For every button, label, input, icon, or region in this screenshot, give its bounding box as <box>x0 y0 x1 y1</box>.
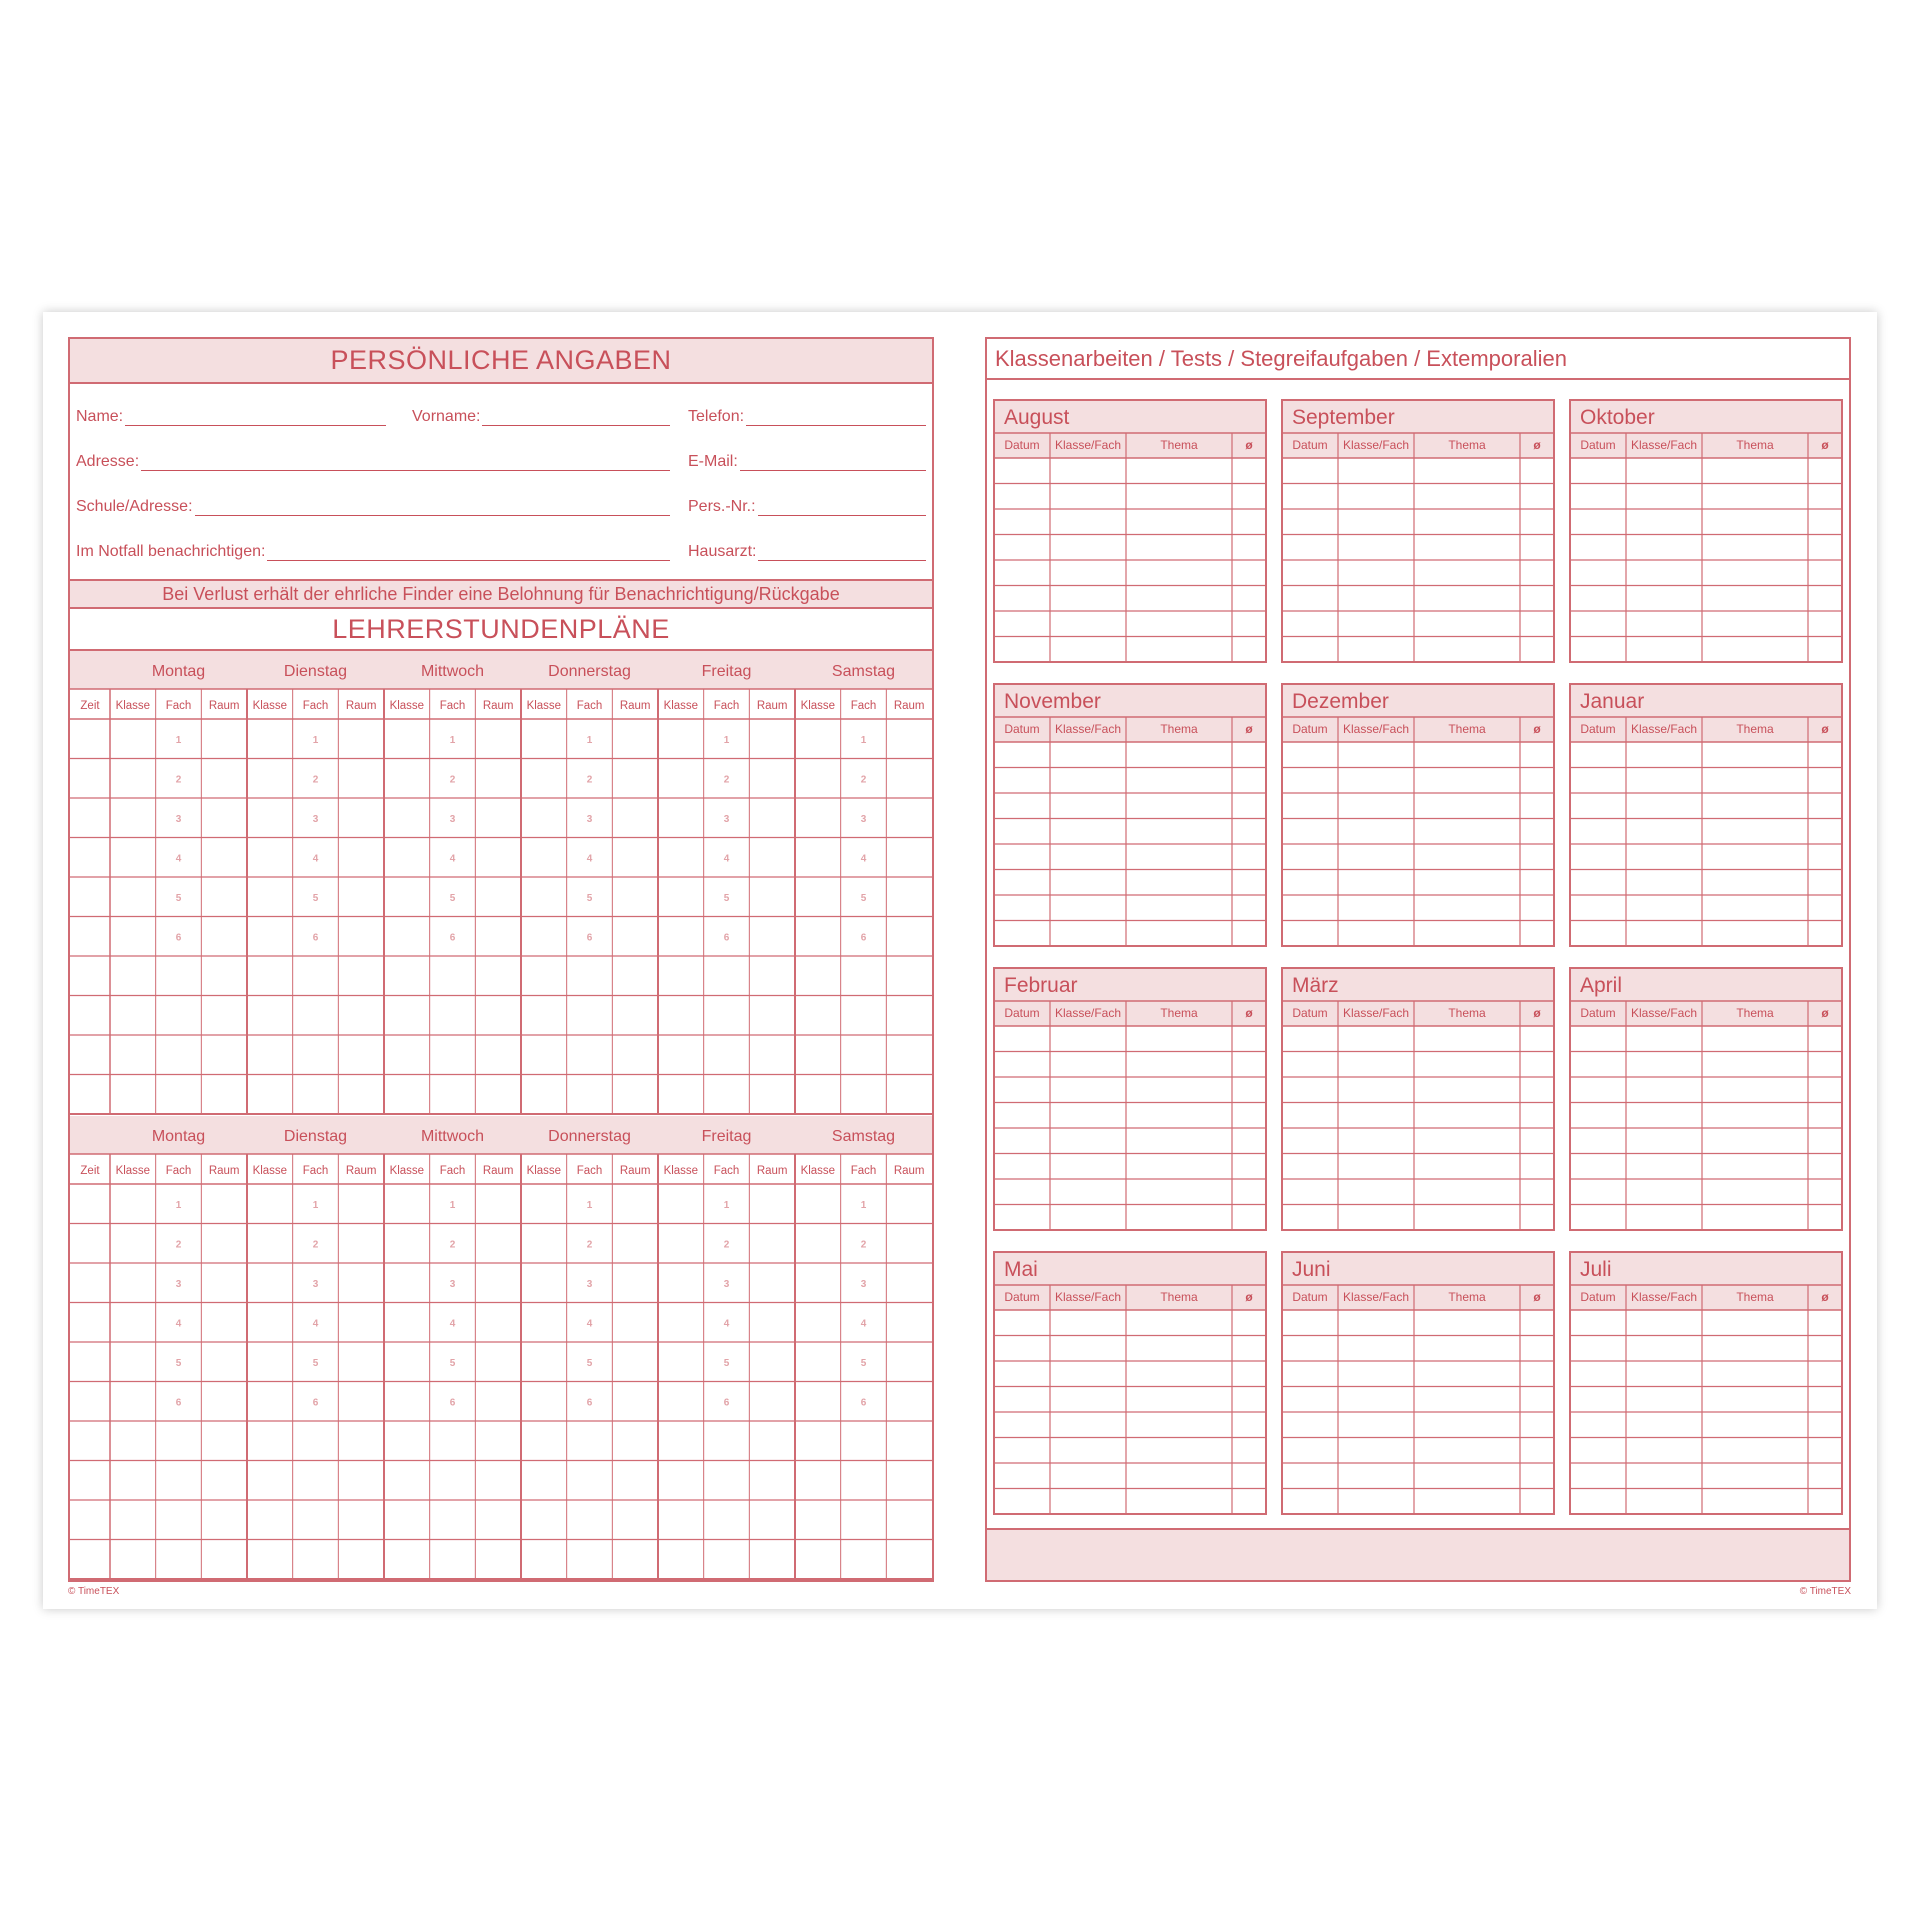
day-label: Montag <box>151 663 206 680</box>
period-number: 3 <box>586 1278 593 1290</box>
period-number: 4 <box>860 853 867 865</box>
column-label: Fach <box>850 1165 877 1177</box>
column-label: Fach <box>302 700 329 712</box>
period-number: 6 <box>860 1397 867 1409</box>
copyright-left: © TimeTEX <box>68 1586 120 1597</box>
month-box-September <box>1282 400 1554 662</box>
period-number: 4 <box>723 853 730 865</box>
period-number: 6 <box>175 1397 182 1409</box>
period-number: 2 <box>723 774 730 786</box>
column-label: Zeit <box>80 700 100 712</box>
column-label: Datum <box>1004 722 1040 736</box>
period-number: 2 <box>449 1239 456 1251</box>
column-label: ø <box>1821 722 1829 736</box>
schule-field[interactable] <box>76 498 670 516</box>
column-label: Raum <box>208 700 240 712</box>
column-label: ø <box>1821 438 1829 452</box>
column-label: Raum <box>482 1165 514 1177</box>
column-label: Fach <box>713 700 740 712</box>
column-label: Thema <box>1160 722 1198 736</box>
column-label: Thema <box>1160 1290 1198 1304</box>
personal-form <box>70 384 932 581</box>
column-label: Raum <box>756 1165 788 1177</box>
month-name: Juni <box>1292 1258 1331 1281</box>
column-label: Thema <box>1448 1290 1486 1304</box>
period-number: 5 <box>175 1357 182 1369</box>
period-number: 2 <box>586 1239 593 1251</box>
column-label: ø <box>1821 1290 1829 1304</box>
name-field[interactable] <box>76 408 386 426</box>
day-label: Samstag <box>831 663 896 680</box>
period-number: 5 <box>860 892 867 904</box>
period-number: 4 <box>723 1318 730 1330</box>
column-label: Klasse <box>389 700 425 712</box>
period-number: 1 <box>723 734 730 746</box>
column-label: Datum <box>1004 438 1040 452</box>
column-label: Thema <box>1736 1006 1774 1020</box>
timetable-block-2 <box>70 1116 932 1579</box>
column-label: Thema <box>1736 1290 1774 1304</box>
day-label: Freitag <box>701 1128 752 1145</box>
period-number: 1 <box>175 1199 182 1211</box>
month-name: März <box>1292 974 1339 997</box>
timetable-block-1 <box>70 651 932 1114</box>
column-label: Klasse/Fach <box>1342 1290 1410 1304</box>
month-box-August <box>994 400 1266 662</box>
right-page <box>985 337 1851 1582</box>
period-number: 1 <box>723 1199 730 1211</box>
period-number: 5 <box>175 892 182 904</box>
day-label: Mittwoch <box>420 1128 485 1145</box>
column-label: Raum <box>345 1165 377 1177</box>
period-number: 3 <box>312 813 319 825</box>
month-box-Oktober <box>1570 400 1842 662</box>
column-label: Thema <box>1448 1006 1486 1020</box>
column-label: Klasse <box>663 700 699 712</box>
column-label: ø <box>1533 722 1541 736</box>
column-label: Raum <box>482 700 514 712</box>
month-name: April <box>1580 974 1623 997</box>
adresse-field[interactable] <box>76 453 670 471</box>
period-number: 3 <box>723 813 730 825</box>
period-number: 6 <box>449 932 456 944</box>
column-label: Klasse <box>663 1165 699 1177</box>
period-number: 2 <box>723 1239 730 1251</box>
email-label: E-Mail: <box>688 453 738 470</box>
period-number: 6 <box>312 1397 319 1409</box>
column-label: Klasse <box>115 700 151 712</box>
hausarzt-field[interactable] <box>688 543 926 561</box>
schule-label: Schule/Adresse: <box>76 498 193 515</box>
column-label: Raum <box>619 700 651 712</box>
column-label: Klasse <box>526 1165 562 1177</box>
column-label: Raum <box>619 1165 651 1177</box>
column-label: Klasse <box>252 700 288 712</box>
period-number: 6 <box>449 1397 456 1409</box>
column-label: Klasse/Fach <box>1342 438 1410 452</box>
column-label: Klasse <box>526 700 562 712</box>
month-box-November <box>994 684 1266 946</box>
left-page <box>68 337 934 1582</box>
tests-title: Klassenarbeiten / Tests / Stegreifaufgaben / Extemporalien <box>987 339 1849 380</box>
month-box-Mai <box>994 1252 1266 1514</box>
day-label: Donnerstag <box>548 1128 631 1145</box>
period-number: 4 <box>312 853 319 865</box>
column-label: Klasse/Fach <box>1342 1006 1410 1020</box>
period-number: 5 <box>860 1357 867 1369</box>
month-name: Dezember <box>1292 690 1389 713</box>
column-label: Klasse/Fach <box>1630 722 1698 736</box>
column-label: ø <box>1245 1290 1253 1304</box>
column-label: Thema <box>1448 722 1486 736</box>
period-number: 4 <box>175 1318 182 1330</box>
month-box-Dezember <box>1282 684 1554 946</box>
column-label: Thema <box>1160 438 1198 452</box>
column-label: Datum <box>1580 1006 1616 1020</box>
period-number: 4 <box>586 853 593 865</box>
column-label: Klasse <box>115 1165 151 1177</box>
column-label: Klasse/Fach <box>1630 1006 1698 1020</box>
persnr-field[interactable] <box>688 498 926 516</box>
column-label: Klasse/Fach <box>1054 1290 1122 1304</box>
period-number: 1 <box>312 734 319 746</box>
period-number: 1 <box>312 1199 319 1211</box>
day-label: Dienstag <box>283 1128 348 1145</box>
period-number: 3 <box>175 813 182 825</box>
period-number: 3 <box>449 813 456 825</box>
column-label: Zeit <box>80 1165 100 1177</box>
vorname-label: Vorname: <box>412 408 481 425</box>
column-label: ø <box>1245 438 1253 452</box>
column-label: Datum <box>1292 722 1328 736</box>
lost-notice: Bei Verlust erhält der ehrliche Finder eine Belohnung für Benachrichtigung/Rückgabe <box>70 581 932 609</box>
column-label: Fach <box>439 1165 466 1177</box>
period-number: 5 <box>723 1357 730 1369</box>
column-label: Raum <box>208 1165 240 1177</box>
column-label: Datum <box>1580 722 1616 736</box>
column-label: Fach <box>165 700 192 712</box>
column-label: Klasse/Fach <box>1630 438 1698 452</box>
column-label: Datum <box>1292 438 1328 452</box>
period-number: 4 <box>449 1318 456 1330</box>
column-label: Fach <box>439 700 466 712</box>
period-number: 4 <box>586 1318 593 1330</box>
column-label: Thema <box>1160 1006 1198 1020</box>
day-label: Samstag <box>831 1128 896 1145</box>
column-label: Fach <box>713 1165 740 1177</box>
period-number: 3 <box>449 1278 456 1290</box>
period-number: 3 <box>860 813 867 825</box>
column-label: Datum <box>1004 1006 1040 1020</box>
column-label: Thema <box>1736 438 1774 452</box>
period-number: 5 <box>312 892 319 904</box>
adresse-label: Adresse: <box>76 453 140 470</box>
period-number: 5 <box>312 1357 319 1369</box>
period-number: 5 <box>723 892 730 904</box>
column-label: Datum <box>1292 1290 1328 1304</box>
column-label: ø <box>1533 1290 1541 1304</box>
column-label: Datum <box>1004 1290 1040 1304</box>
month-box-Februar <box>994 968 1266 1230</box>
notfall-label: Im Notfall benachrichtigen: <box>76 543 266 560</box>
month-name: Juli <box>1580 1258 1612 1281</box>
period-number: 4 <box>449 853 456 865</box>
period-number: 6 <box>723 932 730 944</box>
column-label: Thema <box>1448 438 1486 452</box>
persnr-label: Pers.-Nr.: <box>688 498 756 515</box>
month-box-Juni <box>1282 1252 1554 1514</box>
period-number: 3 <box>175 1278 182 1290</box>
column-label: Fach <box>576 700 603 712</box>
period-number: 2 <box>175 774 182 786</box>
column-label: Datum <box>1292 1006 1328 1020</box>
day-label: Donnerstag <box>548 663 631 680</box>
column-label: Fach <box>576 1165 603 1177</box>
copyright-right: © TimeTEX <box>1799 1586 1851 1597</box>
period-number: 2 <box>175 1239 182 1251</box>
column-label: Fach <box>165 1165 192 1177</box>
telefon-label: Telefon: <box>688 408 745 425</box>
period-number: 1 <box>586 1199 593 1211</box>
period-number: 5 <box>449 1357 456 1369</box>
period-number: 6 <box>723 1397 730 1409</box>
period-number: 6 <box>586 1397 593 1409</box>
month-name: September <box>1292 406 1395 429</box>
vorname-field[interactable] <box>412 408 670 426</box>
month-name: Mai <box>1004 1258 1038 1281</box>
month-name: Februar <box>1004 974 1078 997</box>
period-number: 2 <box>860 774 867 786</box>
column-label: ø <box>1245 722 1253 736</box>
column-label: Klasse/Fach <box>1054 1006 1122 1020</box>
column-label: Klasse/Fach <box>1054 722 1122 736</box>
period-number: 3 <box>860 1278 867 1290</box>
period-number: 2 <box>312 774 319 786</box>
day-label: Mittwoch <box>420 663 485 680</box>
day-label: Freitag <box>701 663 752 680</box>
month-box-Januar <box>1570 684 1842 946</box>
column-label: Fach <box>302 1165 329 1177</box>
period-number: 6 <box>312 932 319 944</box>
period-number: 2 <box>449 774 456 786</box>
month-box-Juli <box>1570 1252 1842 1514</box>
period-number: 1 <box>449 1199 456 1211</box>
day-label: Montag <box>151 1128 206 1145</box>
period-number: 1 <box>449 734 456 746</box>
telefon-field[interactable] <box>688 408 926 426</box>
period-number: 5 <box>586 1357 593 1369</box>
period-number: 3 <box>586 813 593 825</box>
column-label: Klasse <box>800 700 836 712</box>
period-number: 6 <box>860 932 867 944</box>
day-label: Dienstag <box>283 663 348 680</box>
month-box-April <box>1570 968 1842 1230</box>
column-label: Raum <box>756 700 788 712</box>
personal-title: PERSÖNLICHE ANGABEN <box>70 339 932 384</box>
period-number: 2 <box>586 774 593 786</box>
email-field[interactable] <box>688 453 926 471</box>
footer-bar <box>987 1528 1849 1580</box>
period-number: 4 <box>312 1318 319 1330</box>
month-name: November <box>1004 690 1101 713</box>
column-label: ø <box>1533 438 1541 452</box>
column-label: Klasse/Fach <box>1630 1290 1698 1304</box>
column-label: Datum <box>1580 1290 1616 1304</box>
hausarzt-label: Hausarzt: <box>688 543 757 560</box>
planner-sheet <box>43 312 1877 1609</box>
column-label: Klasse/Fach <box>1054 438 1122 452</box>
name-label: Name: <box>76 408 124 425</box>
column-label: ø <box>1821 1006 1829 1020</box>
column-label: Raum <box>893 1165 925 1177</box>
column-label: Datum <box>1580 438 1616 452</box>
column-label: Thema <box>1736 722 1774 736</box>
column-label: Klasse <box>252 1165 288 1177</box>
period-number: 3 <box>312 1278 319 1290</box>
column-label: Klasse <box>800 1165 836 1177</box>
column-label: Klasse <box>389 1165 425 1177</box>
column-label: ø <box>1245 1006 1253 1020</box>
column-label: Klasse/Fach <box>1342 722 1410 736</box>
notfall-field[interactable] <box>76 543 670 561</box>
column-label: Raum <box>345 700 377 712</box>
period-number: 3 <box>723 1278 730 1290</box>
period-number: 5 <box>586 892 593 904</box>
period-number: 1 <box>860 1199 867 1211</box>
period-number: 4 <box>860 1318 867 1330</box>
period-number: 4 <box>175 853 182 865</box>
period-number: 2 <box>860 1239 867 1251</box>
month-name: August <box>1004 406 1070 429</box>
period-number: 5 <box>449 892 456 904</box>
period-number: 6 <box>586 932 593 944</box>
column-label: Raum <box>893 700 925 712</box>
month-grids <box>987 380 1849 1534</box>
period-number: 1 <box>175 734 182 746</box>
month-name: Oktober <box>1580 406 1655 429</box>
column-label: ø <box>1533 1006 1541 1020</box>
timetable-grids <box>70 651 932 1586</box>
period-number: 2 <box>312 1239 319 1251</box>
month-box-März <box>1282 968 1554 1230</box>
timetable-title: LEHRERSTUNDENPLÄNE <box>70 609 932 651</box>
column-label: Fach <box>850 700 877 712</box>
period-number: 1 <box>860 734 867 746</box>
period-number: 6 <box>175 932 182 944</box>
period-number: 1 <box>586 734 593 746</box>
month-name: Januar <box>1580 690 1645 713</box>
